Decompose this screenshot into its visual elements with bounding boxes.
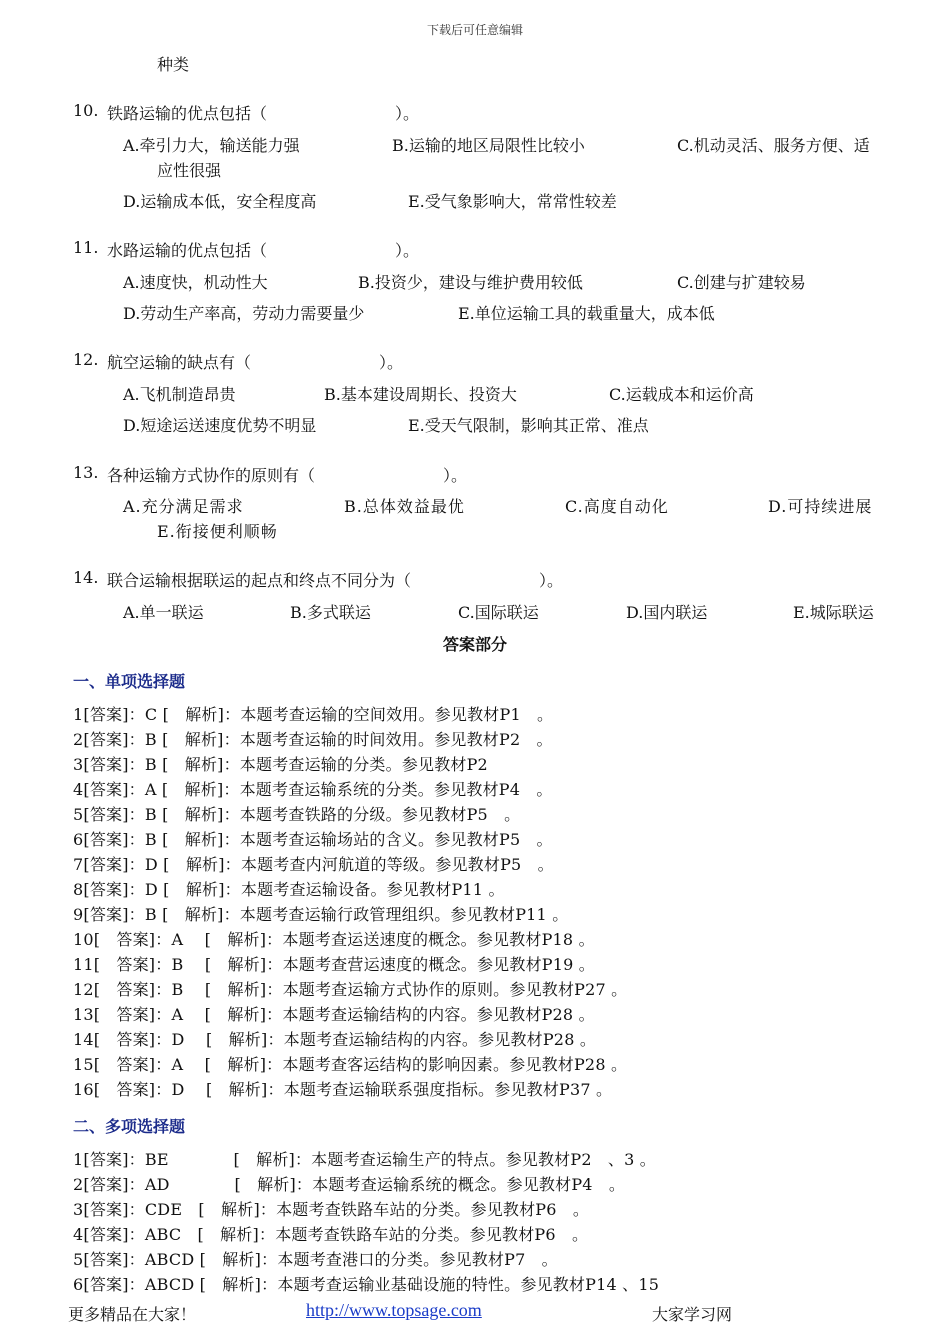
single-answer-9: 9[答案]：B [ 解析]：本题考查运输行政管理组织。参见教材P11 。: [73, 905, 569, 924]
question-13-number: 13.: [73, 463, 99, 482]
single-answer-13: 13[ 答案]：A [ 解析]：本题考查运输结构的内容。参见教材P28 。: [73, 1005, 595, 1024]
question-11-option-a: A.速度快，机动性大: [123, 273, 268, 292]
question-12-option-e: E.受天气限制，影响其正常、准点: [408, 416, 649, 435]
page-header: 下载后可任意编辑: [426, 23, 523, 37]
top-fragment: 种类: [157, 55, 190, 74]
single-answer-5: 5[答案]：B [ 解析]：本题考查铁路的分级。参见教材P5 。: [73, 805, 521, 824]
question-10-stem: 铁路运输的优点包括（ ）。: [107, 104, 420, 123]
single-answer-16: 16[ 答案]：D [ 解析]：本题考查运输联系强度指标。参见教材P37 。: [73, 1080, 613, 1099]
question-10-option-c-continued: 应性很强: [157, 161, 222, 180]
question-10-option-a: A.牵引力大，输送能力强: [123, 136, 300, 155]
question-12-option-c: C.运载成本和运价高: [609, 385, 754, 404]
single-answer-14: 14[ 答案]：D [ 解析]：本题考查运输结构的内容。参见教材P28 。: [73, 1030, 597, 1049]
question-12-number: 12.: [73, 350, 99, 369]
question-14-option-c: C.国际联运: [458, 603, 539, 622]
question-12-option-d: D.短途运送速度优势不明显: [123, 416, 317, 435]
question-11-option-b: B.投资少，建设与维护费用较低: [358, 273, 583, 292]
question-11-option-e: E.单位运输工具的载重量大，成本低: [458, 304, 715, 323]
question-11-option-c: C.创建与扩建较易: [677, 273, 806, 292]
section-multiple-choice-title: 二、多项选择题: [73, 1117, 186, 1136]
single-answer-4: 4[答案]：A [ 解析]：本题考查运输系统的分类。参见教材P4 。: [73, 780, 553, 799]
single-answer-2: 2[答案]：B [ 解析]：本题考查运输的时间效用。参见教材P2 。: [73, 730, 553, 749]
question-14-option-b: B.多式联运: [290, 603, 371, 622]
question-13-option-b: B.总体效益最优: [344, 497, 465, 516]
section-single-choice-title: 一、单项选择题: [73, 672, 186, 691]
single-answer-3: 3[答案]：B [ 解析]：本题考查运输的分类。参见教材P2: [73, 755, 488, 774]
single-answer-11: 11[ 答案]：B [ 解析]：本题考查营运速度的概念。参见教材P19 。: [73, 955, 595, 974]
question-14-option-e: E.城际联运: [793, 603, 874, 622]
question-14-option-d: D.国内联运: [626, 603, 708, 622]
question-14-number: 14.: [73, 568, 99, 587]
question-14-option-a: A.单一联运: [123, 603, 204, 622]
question-11-number: 11.: [73, 238, 99, 257]
footer-left-text: 更多精品在大家！: [68, 1305, 197, 1324]
multi-answer-2: 2[答案]：AD [ 解析]：本题考查运输系统的概念。参见教材P4 。: [73, 1175, 626, 1194]
question-13-option-a: A.充分满足需求: [123, 497, 244, 516]
multi-answer-1: 1[答案]：BE [ 解析]：本题考查运输生产的特点。参见教材P2 、3 。: [73, 1150, 656, 1169]
question-12-option-b: B.基本建设周期长、投资大: [324, 385, 517, 404]
multi-answer-4: 4[答案]：ABC [ 解析]：本题考查铁路车站的分类。参见教材P6 。: [73, 1225, 589, 1244]
single-answer-15: 15[ 答案]：A [ 解析]：本题考查客运结构的影响因素。参见教材P28 。: [73, 1055, 628, 1074]
question-10-number: 10.: [73, 101, 99, 120]
single-answer-10: 10[ 答案]：A [ 解析]：本题考查运送速度的概念。参见教材P18 。: [73, 930, 595, 949]
single-answer-12: 12[ 答案]：B [ 解析]：本题考查运输方式协作的原则。参见教材P27 。: [73, 980, 628, 999]
single-answer-7: 7[答案]：D [ 解析]：本题考查内河航道的等级。参见教材P5 。: [73, 855, 554, 874]
single-answer-6: 6[答案]：B [ 解析]：本题考查运输场站的含义。参见教材P5 。: [73, 830, 553, 849]
question-12-option-a: A.飞机制造昂贵: [123, 385, 236, 404]
question-13-option-e: E.衔接便利顺畅: [157, 522, 278, 541]
question-13-option-d: D.可持续进展: [768, 497, 873, 516]
question-10-option-e: E.受气象影响大，常常性较差: [408, 192, 617, 211]
multi-answer-6: 6[答案]：ABCD [ 解析]：本题考查运输业基础设施的特性。参见教材P14 、15: [73, 1275, 660, 1294]
single-answer-1: 1[答案]：C [ 解析]：本题考查运输的空间效用。参见教材P1 。: [73, 705, 554, 724]
multi-answer-3: 3[答案]：CDE [ 解析]：本题考查铁路车站的分类。参见教材P6 。: [73, 1200, 590, 1219]
question-10-option-d: D.运输成本低，安全程度高: [123, 192, 317, 211]
single-answer-8: 8[答案]：D [ 解析]：本题考查运输设备。参见教材P11 。: [73, 880, 505, 899]
question-13-option-c: C.高度自动化: [565, 497, 669, 516]
question-10-option-c: C.机动灵活、服务方便、适: [677, 136, 870, 155]
multi-answer-5: 5[答案]：ABCD [ 解析]：本题考查港口的分类。参见教材P7 。: [73, 1250, 558, 1269]
footer-website-link[interactable]: http://www.topsage.com: [306, 1300, 482, 1320]
question-12-stem: 航空运输的缺点有（ ）。: [107, 353, 404, 372]
question-10-option-b: B.运输的地区局限性比较小: [392, 136, 585, 155]
question-13-stem: 各种运输方式协作的原则有（ ）。: [107, 466, 468, 485]
answers-title: 答案部分: [442, 635, 507, 654]
question-11-stem: 水路运输的优点包括（ ）。: [107, 241, 420, 260]
question-11-option-d: D.劳动生产率高，劳动力需要量少: [123, 304, 365, 323]
question-14-stem: 联合运输根据联运的起点和终点不同分为（ ）。: [107, 571, 564, 590]
footer-right-text: 大家学习网: [652, 1305, 733, 1324]
